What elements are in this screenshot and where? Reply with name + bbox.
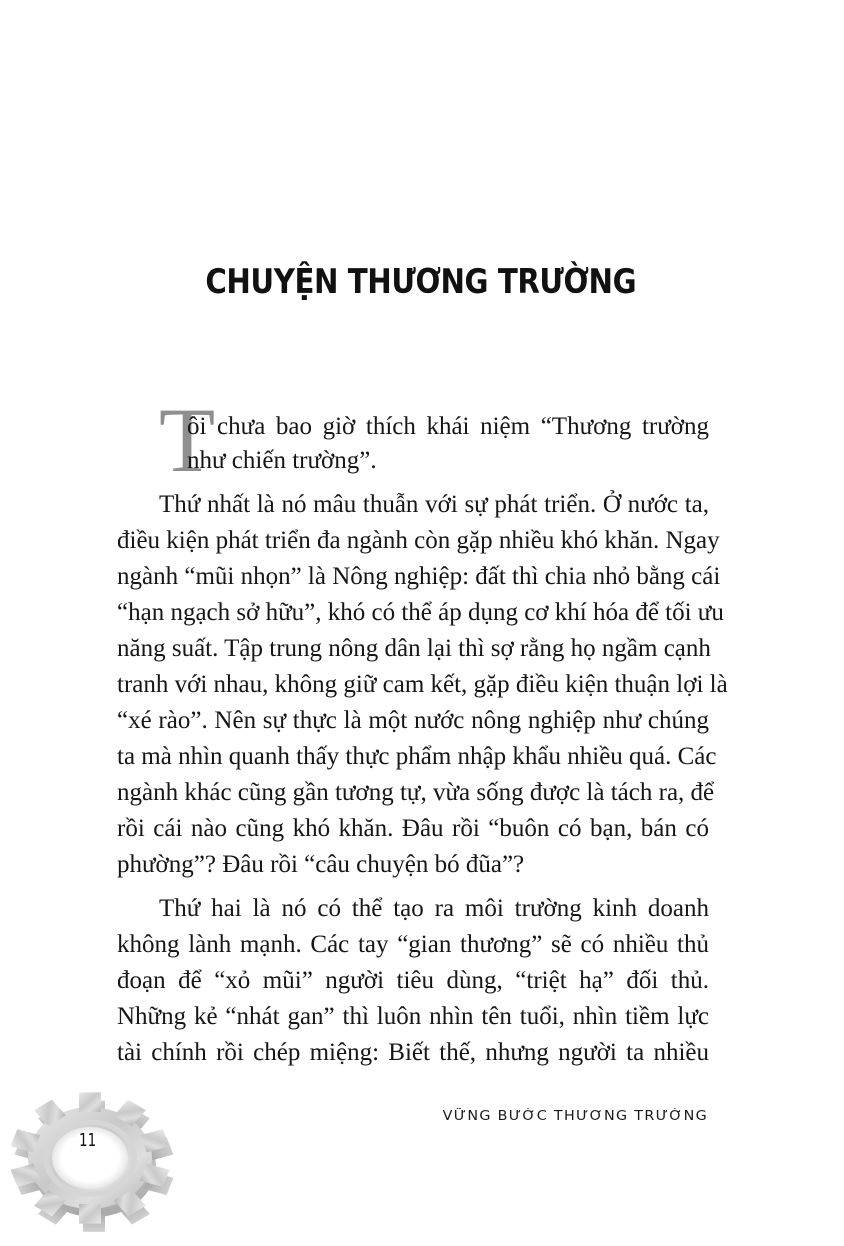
text-line: ngành khác cũng gần tương tự, vừa sống được là tách ra, để	[117, 779, 715, 806]
text-line: như chiến trường”.	[187, 447, 377, 474]
text-line: phường”? Đâu rồi “câu chuyện bó đũa”?	[117, 851, 525, 878]
drop-cap: T	[159, 389, 216, 491]
text-line: Thứ nhất là nó mâu thuẫn với sự phát triển. Ở nước ta,	[159, 491, 709, 518]
running-head: VỮNG BƯỚC THƯƠNG TRƯỜNG	[442, 1109, 708, 1124]
text-line: ngành “mũi nhọn” là Nông nghiệp: đất thì chia nhỏ bằng cái	[117, 563, 721, 590]
text-line: ta mà nhìn quanh thấy thực phẩm nhập khẩu nhiều quá. Các	[117, 743, 717, 770]
page-number: 11	[79, 1130, 97, 1151]
text-line: tranh với nhau, không giữ cam kết, gặp điều kiện thuận lợi là	[117, 671, 728, 698]
text-line: không lành mạnh. Các tay “gian thương” sẽ có nhiều thủ	[117, 931, 709, 958]
text-line: năng suất. Tập trung nông dân lại thì sợ rằng họ ngầm cạnh	[117, 635, 711, 662]
text-line: điều kiện phát triển đa ngành còn gặp nhiều khó khăn. Ngay	[117, 527, 720, 554]
text-line: đoạn để “xỏ mũi” người tiêu dùng, “triệt hạ” đối thủ.	[117, 967, 709, 994]
text-line: “hạn ngạch sở hữu”, khó có thể áp dụng cơ khí hóa để tối ưu	[117, 599, 724, 626]
text-line: “xé rào”. Nên sự thực là một nước nông nghiệp như chúng	[117, 707, 709, 734]
text-line: Những kẻ “nhát gan” thì luôn nhìn tên tuổi, nhìn tiềm lực	[117, 1003, 709, 1030]
text-line: tài chính rồi chép miệng: Biết thế, nhưng người ta nhiều	[117, 1039, 709, 1066]
text-line: ôi chưa bao giờ thích khái niệm “Thương trường	[187, 413, 709, 440]
text-line: rồi cái nào cũng khó khăn. Đâu rồi “buôn có bạn, bán có	[117, 815, 709, 842]
chapter-title: CHUYỆN THƯƠNG TRƯỜNG	[205, 262, 637, 302]
gear-icon	[0, 1076, 180, 1236]
text-line: Thứ hai là nó có thể tạo ra môi trường kinh doanh	[159, 895, 709, 922]
